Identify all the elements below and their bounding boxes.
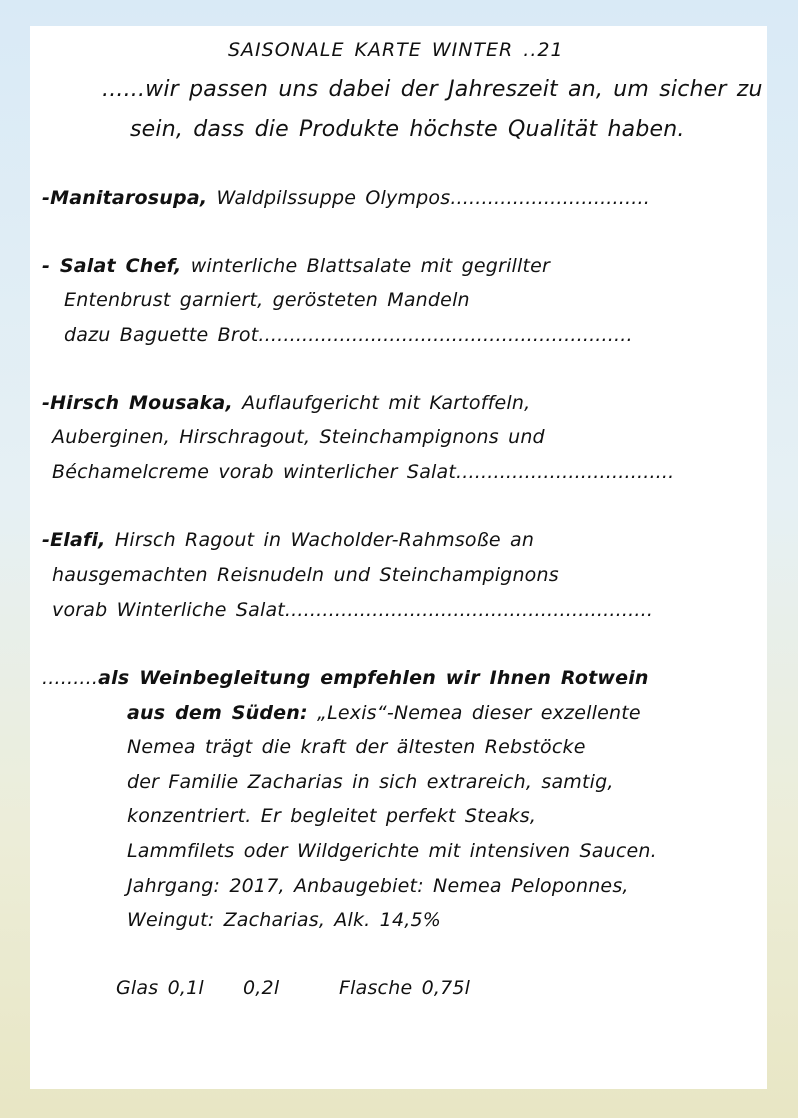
dish-item [42,528,534,552]
price-small: 0,2l [243,977,280,999]
dish-description: hausgemachten Reisnudeln und Steinchampignons [52,564,559,586]
dish-description: vorab Winterliche Salat........................................................... [52,599,654,621]
intro-line-1: ......wir passen uns dabei der Jahreszeit an, um sicher zu [102,77,763,102]
price-bottle: Flasche 0,75l [339,977,471,999]
dish-description: Waldpilssuppe Olympos................................ [207,187,650,209]
dish-item [42,186,650,210]
wine-description: Lammfilets oder Wildgerichte mit intensiven Saucen. [127,840,657,862]
intro-line-2: sein, dass die Produkte höchste Qualität haben. [130,117,685,142]
wine-origin [127,701,641,725]
dish-item [42,391,530,415]
dish-description: Auberginen, Hirschragout, Steinchampignons und [52,426,545,448]
dish-description: Entenbrust garniert, gerösteten Mandeln [64,289,470,311]
price-glass: Glas 0,1l [116,977,204,999]
wine-description: der Familie Zacharias in sich extrareich, samtig, [127,771,614,793]
wine-origin-text: „Lexis“-Nemea dieser exzellente [307,702,641,724]
wine-description: konzentriert. Er begleitet perfekt Steaks, [127,805,537,827]
wine-heading [42,666,649,690]
dish-description: dazu Baguette Brot............................................................ [64,324,633,346]
dish-name: -Hirsch Mousaka, [42,392,233,414]
dish-description: Auflaufgericht mit Kartoffeln, [232,392,531,414]
wine-origin-label: aus dem Süden: [127,702,308,724]
wine-lead-text: als Weinbegleitung empfehlen wir Ihnen Rotwein [98,667,649,689]
dish-description: Hirsch Ragout in Wacholder-Rahmsoße an [105,529,535,551]
menu-card [30,26,767,1089]
wine-description: Weingut: Zacharias, Alk. 14,5% [127,909,442,931]
dish-item [42,254,550,278]
page-title: SAISONALE KARTE WINTER ..21 [228,39,564,61]
wine-description: Jahrgang: 2017, Anbaugebiet: Nemea Peloponnes, [127,875,629,897]
dish-description: Béchamelcreme vorab winterlicher Salat................................... [52,461,675,483]
dish-name: -Manitarosupa, [42,187,208,209]
dish-description: winterliche Blattsalate mit gegrillter [181,255,551,277]
dish-name: -Elafi, [42,529,106,551]
dish-name: - Salat Chef, [42,255,182,277]
wine-lead-dots: ......... [42,667,99,689]
wine-description: Nemea trägt die kraft der ältesten Rebstöcke [127,736,586,758]
